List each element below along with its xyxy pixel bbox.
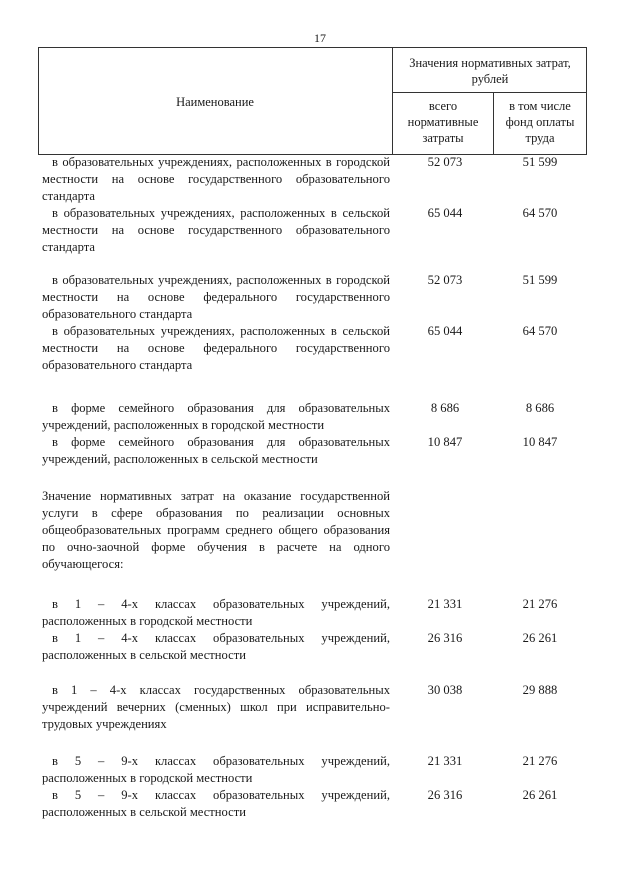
row-3-labor: 64 570 bbox=[522, 324, 558, 338]
row-9-name: в 1 – 4-х классах государственных образовательных учреждений вечерних (сменных) школ при исправительно-трудовых учреждениях bbox=[42, 683, 390, 731]
row-11-labor: 26 261 bbox=[522, 788, 558, 802]
header-col-labor: в том числе фонд оплаты труда bbox=[505, 99, 575, 145]
row-1-labor: 64 570 bbox=[522, 206, 558, 220]
row-2-labor: 51 599 bbox=[522, 273, 558, 287]
row-2-total: 52 073 bbox=[427, 273, 463, 287]
row-3-name: в образовательных учреждениях, расположенных в сельской местности на основе федерального государственного образовательного стандарта bbox=[42, 324, 390, 372]
row-4-total: 8 686 bbox=[430, 401, 460, 415]
row-11-total: 26 316 bbox=[427, 788, 463, 802]
header-middle-border bbox=[392, 92, 587, 93]
header-name-col: Наименование bbox=[176, 95, 254, 109]
row-7-name: в 1 – 4-х классах образовательных учреждений, расположенных в городской местности bbox=[42, 597, 390, 628]
row-8-labor: 26 261 bbox=[522, 631, 558, 645]
row-9-labor: 29 888 bbox=[522, 683, 558, 697]
row-5-total: 10 847 bbox=[427, 435, 463, 449]
row-1-total: 65 044 bbox=[427, 206, 463, 220]
header-divider bbox=[392, 47, 393, 155]
header-values-group: Значения нормативных затрат, рублей bbox=[409, 56, 571, 86]
row-5-labor: 10 847 bbox=[522, 435, 558, 449]
row-4-name: в форме семейного образования для образовательных учреждений, расположенных в городской местности bbox=[42, 401, 390, 432]
row-11-name: в 5 – 9-х классах образовательных учреждений, расположенных в сельской местности bbox=[42, 788, 390, 819]
row-10-total: 21 331 bbox=[427, 754, 463, 768]
section-intro-paragraph: Значение нормативных затрат на оказание государственной услуги в сфере образования по реализации основных общеобразовательных программ среднего общего образования по очно-заочной форме обучения в расчете на одного обучающегося: bbox=[42, 489, 390, 571]
row-3-total: 65 044 bbox=[427, 324, 463, 338]
row-7-total: 21 331 bbox=[427, 597, 463, 611]
row-10-labor: 21 276 bbox=[522, 754, 558, 768]
page-number: 17 bbox=[314, 31, 326, 45]
row-0-labor: 51 599 bbox=[522, 155, 558, 169]
header-left-border bbox=[38, 47, 39, 155]
header-right-border bbox=[586, 47, 587, 155]
row-0-name: в образовательных учреждениях, расположенных в городской местности на основе государственного образовательного стандарта bbox=[42, 155, 390, 203]
row-10-name: в 5 – 9-х классах образовательных учреждений, расположенных в городской местности bbox=[42, 754, 390, 785]
row-5-name: в форме семейного образования для образовательных учреждений, расположенных в сельской местности bbox=[42, 435, 390, 466]
row-4-labor: 8 686 bbox=[525, 401, 555, 415]
row-7-labor: 21 276 bbox=[522, 597, 558, 611]
row-2-name: в образовательных учреждениях, расположенных в городской местности на основе федерального государственного образовательного стандарта bbox=[42, 273, 390, 321]
row-9-total: 30 038 bbox=[427, 683, 463, 697]
row-1-name: в образовательных учреждениях, расположенных в сельской местности на основе государственного образовательного стандарта bbox=[42, 206, 390, 254]
row-8-total: 26 316 bbox=[427, 631, 463, 645]
header-top-border bbox=[38, 47, 587, 48]
row-8-name: в 1 – 4-х классах образовательных учреждений, расположенных в сельской местности bbox=[42, 631, 390, 662]
row-0-total: 52 073 bbox=[427, 155, 463, 169]
header-subcol-divider bbox=[493, 92, 494, 155]
header-col-total: всего нормативные затраты bbox=[407, 99, 479, 145]
